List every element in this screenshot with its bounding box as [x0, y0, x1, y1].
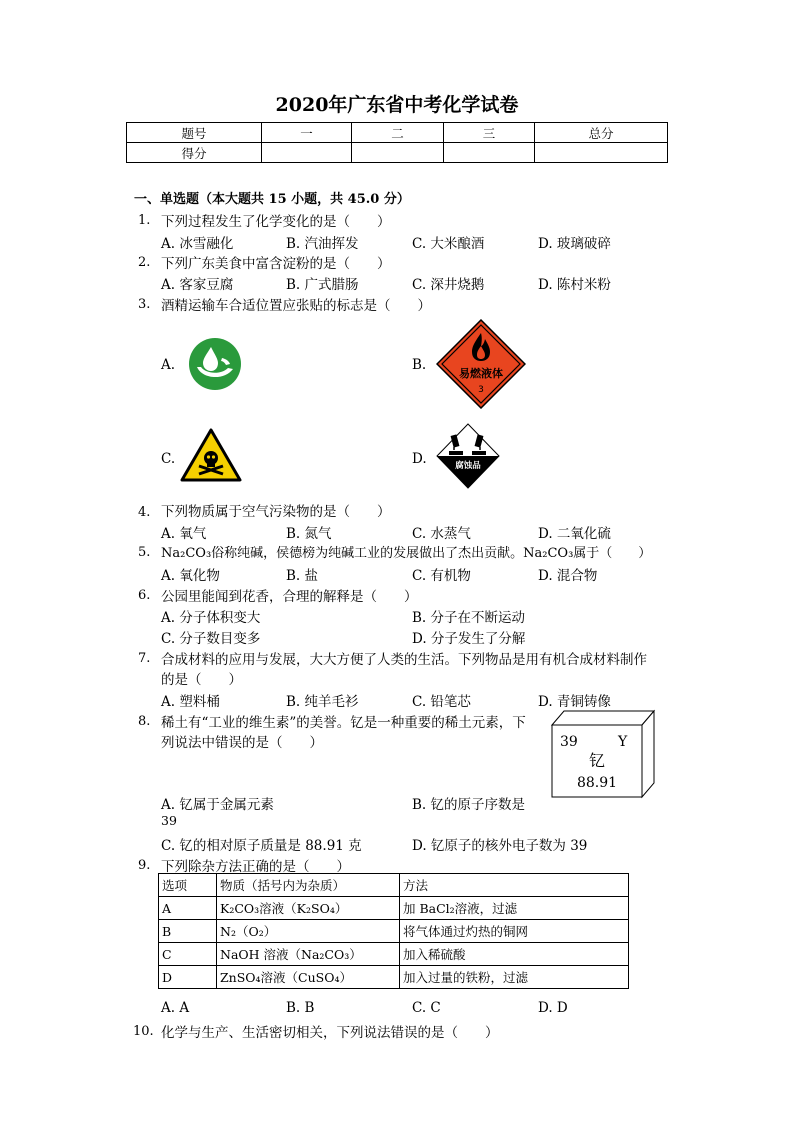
table-row — [159, 920, 629, 943]
option: A. A — [161, 1000, 190, 1016]
sign-label: 腐蚀品 — [455, 461, 481, 471]
table-cell: NaOH 溶液（Na₂CO₃） — [217, 943, 400, 966]
option: C. 大米酿酒 — [412, 236, 485, 252]
element-tile-yttrium — [548, 709, 658, 799]
option: A. — [161, 357, 176, 373]
question-stem: 下列过程发生了化学变化的是（ ） — [161, 214, 391, 230]
table-cell: N₂（O₂） — [217, 920, 400, 943]
question-number: 3. — [138, 297, 151, 312]
option: C. 水蒸气 — [412, 526, 471, 542]
score-cell[interactable] — [262, 143, 352, 163]
table-cell: 将气体通过灼热的铜网 — [400, 920, 629, 943]
question-stem: 合成材料的应用与发展，大大方便了人类的生活。下列物品是用有机合成材料制作 — [161, 652, 647, 668]
question-number: 10. — [133, 1024, 154, 1039]
question-stem-continued: 的是（ ） — [161, 672, 242, 688]
option: B. — [412, 357, 427, 373]
table-cell: 加 BaCl₂溶液，过滤 — [400, 897, 629, 920]
option: B. 钇的原子序数是 — [412, 797, 526, 813]
option: B. 广式腊肠 — [286, 277, 359, 293]
option: B. 氮气 — [286, 526, 332, 542]
table-header-cell: 物质（括号内为杂质） — [217, 874, 400, 897]
sign-label: 易燃液体 — [459, 367, 503, 380]
option: A. 塑料桶 — [161, 694, 220, 710]
option: A. 氧化物 — [161, 568, 220, 584]
question-stem: 下列广东美食中富含淀粉的是（ ） — [161, 256, 391, 272]
question-number: 2. — [138, 255, 151, 270]
score-cell: 题号 — [127, 123, 262, 143]
question-stem-continued: 列说法中错误的是（ ） — [161, 735, 323, 751]
table-cell: D — [159, 966, 217, 989]
score-cell: 得分 — [127, 143, 262, 163]
table-cell: C — [159, 943, 217, 966]
question-stem: Na₂CO₃俗称纯碱，侯德榜为纯碱工业的发展做出了杰出贡献。Na₂CO₃属于（ ） — [161, 546, 652, 561]
option: D. 二氧化硫 — [538, 526, 611, 542]
option: C. 铅笔芯 — [412, 694, 471, 710]
option: C. 深井烧鹅 — [412, 277, 485, 293]
table-row — [159, 943, 629, 966]
table-cell: 加入稀硫酸 — [400, 943, 629, 966]
score-table-header-row — [127, 123, 668, 143]
question-number: 8. — [138, 714, 151, 729]
recycle-water-sign-icon — [188, 337, 242, 391]
table-header-row — [159, 874, 629, 897]
question-number: 6. — [138, 588, 151, 603]
option: B. B — [286, 1000, 315, 1016]
question-number: 7. — [138, 651, 151, 666]
score-table — [126, 122, 668, 163]
option: D. — [412, 451, 427, 467]
question-stem: 稀土有“工业的维生素”的美誉。钇是一种重要的稀土元素，下 — [161, 715, 526, 731]
option: B. 汽油挥发 — [286, 236, 359, 252]
element-symbol: Y — [618, 734, 628, 750]
option: D. D — [538, 1000, 568, 1016]
atomic-mass: 88.91 — [576, 775, 618, 791]
flammable-liquid-sign-icon — [436, 319, 526, 409]
option-continued: 39 — [161, 813, 177, 828]
option: A. 分子体积变大 — [161, 610, 261, 626]
option: D. 钇原子的核外电子数为 39 — [412, 838, 588, 854]
corrosive-sign-icon — [436, 423, 500, 489]
option: B. 盐 — [286, 568, 319, 584]
table-cell: 加入过量的铁粉，过滤 — [400, 966, 629, 989]
question-stem: 下列除杂方法正确的是（ ） — [161, 859, 350, 875]
option: B. 分子在不断运动 — [412, 610, 526, 626]
question-stem: 下列物质属于空气污染物的是（ ） — [161, 504, 391, 520]
option: A. 冰雪融化 — [161, 236, 234, 252]
question-number: 1. — [138, 213, 151, 228]
score-cell: 总分 — [535, 123, 668, 143]
score-cell[interactable] — [444, 143, 535, 163]
option: A. 客家豆腐 — [161, 277, 234, 293]
table-cell: K₂CO₃溶液（K₂SO₄） — [217, 897, 400, 920]
table-cell: B — [159, 920, 217, 943]
table-header-cell: 方法 — [400, 874, 629, 897]
question-stem: 化学与生产、生活密切相关，下列说法错误的是（ ） — [161, 1025, 499, 1041]
table-header-cell: 选项 — [159, 874, 217, 897]
table-cell: A — [159, 897, 217, 920]
sign-class-number: 3 — [478, 385, 484, 395]
question-number: 5. — [138, 545, 151, 560]
element-name: 钇 — [588, 751, 606, 770]
score-cell: 一 — [262, 123, 352, 143]
option: A. 钇属于金属元素 — [161, 797, 274, 813]
score-cell[interactable] — [535, 143, 668, 163]
score-table-row — [127, 143, 668, 163]
score-cell[interactable] — [352, 143, 444, 163]
option: C. 钇的相对原子质量是 88.91 克 — [161, 838, 362, 854]
page-title: 2020年广东省中考化学试卷 — [275, 94, 519, 116]
score-cell: 三 — [444, 123, 535, 143]
option: D. 混合物 — [538, 568, 598, 584]
question-stem: 酒精运输车合适位置应张贴的标志是（ ） — [161, 298, 431, 314]
option: B. 纯羊毛衫 — [286, 694, 359, 710]
option: C. 分子数目变多 — [161, 631, 261, 647]
option: D. 青铜铸像 — [538, 694, 611, 710]
question-number: 9. — [138, 858, 151, 873]
option: D. 陈村米粉 — [538, 277, 611, 293]
option: C. — [161, 451, 176, 467]
score-cell: 二 — [352, 123, 444, 143]
question-number: 4. — [138, 505, 151, 520]
table-row — [159, 966, 629, 989]
option: C. 有机物 — [412, 568, 471, 584]
impurity-removal-table — [158, 873, 629, 989]
toxic-sign-icon — [180, 428, 242, 482]
section-heading: 一、单选题（本大题共 15 小题，共 45.0 分） — [134, 192, 410, 207]
table-row — [159, 897, 629, 920]
atomic-number: 39 — [560, 734, 578, 750]
question-stem: 公园里能闻到花香，合理的解释是（ ） — [161, 589, 418, 605]
option: D. 玻璃破碎 — [538, 236, 611, 252]
table-cell: ZnSO₄溶液（CuSO₄） — [217, 966, 400, 989]
option: D. 分子发生了分解 — [412, 631, 526, 647]
option: A. 氧气 — [161, 526, 207, 542]
option: C. C — [412, 1000, 441, 1016]
